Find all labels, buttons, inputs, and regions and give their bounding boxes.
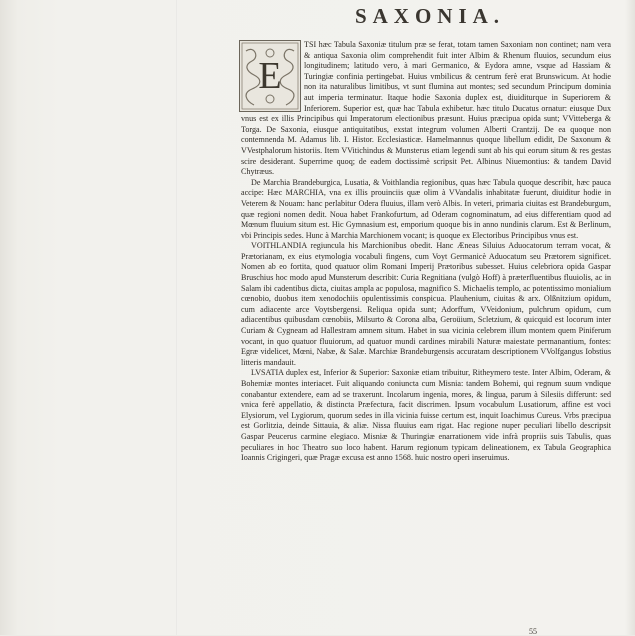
paragraph-voithlandia: VOITHLANDIA regiuncula his Marchionibus obedit. Hanc Æneas Siluius Aduocatorum terram vocat, & Prætorianam, ex eius etymologia vocabuli fingens, cum Voyt Germanicè Aduocatum seu Prætorem significet. Nomen ab eo fortita, quod quatuor olim Romani Imperij Prætoribus subesset. Huius celebriora opida Gaspar Bruschius hoc modo apud Munsterum describit: Curia Regnitiana (vulgò Hoff) à præterfluentibus fluuiolis, ac in Salam ibi cadentibus dicta, ciuitas ampla ac populosa, magnifico S. Michaelis templo, ac potentissimo monialium cœnobio, duobus item xenodochiis opulentissimis conspicua. Plauhenium, ciuitas & arx. Olßnitzium opidum, cum adiacente arce Voytsbergensi. Reliqua opida sunt; Adorffum, VVeidonium, pulchrum opidum, cum adiacentibus quibusdam cœnobiis, Milsurto & Corona alba, Geroüium, Scletzium, & quicquid est locorum inter Curiam & Cygneam ad Hallestram amnem situm. Habet in sua vicinia celebrem illum montem quem Piniferum vocant, in quo quatuor fluuiorum, ad quatuor mundi cardines mirabili Naturæ maiestate permanantium, fontes: Egræ videlicet, Mœni, Nabæ, & Salæ. Marchiæ Brandeburgensis accuratam descriptionem VVolfgangus Iobstius litteris mandauit.	[241, 241, 611, 367]
paragraph-saxonia: TSI hæc Tabula Saxoniæ titulum præ se ferat, totam tamen Saxoniam non continet; nam vera & antiqua Saxonia olim comprehendit fuit inter Albim & Rhenum fluuios, secundum eius longitudinem; latitudo vero, à mari Germanico, & Eydora amne, vsque ad Hassiam & Turingiæ confinia pertingebat. Huius vmbilicus & centrum ferè erat Brunswicum. At hodie non ita naturalibus limitibus, vt sunt flumina aut montes; sed secundum Principum dominia aut imperia terminatur. Itaque hodie Saxonia duplex est, diuiditurque in Superiorem & Inferiorem. Superior est, quæ hac Tabula exhibetur. hæc titulo Ducatus ornatur: eiusque Dux vnus est ex illis Principibus qui Imperatorum electionibus præsunt. Huius præcipua opida sunt; VVitteberga & Torga. De Saxonia, eiusque antiquitatibus, exstat integrum volumen Alberti Crantzij. De ea quoque non contemnenda M. Adamus lib. I. Histor. Ecclesiasticæ. Hamelmannus quoque libellum edidit, De Saxonum & VVestphalorum historiis. Item VVitichindus & Munsterus etiam legendi sunt ab his qui eorum situm & res gestas scire desiderant. Superrime quoq; de eadem doctissimè scripsit Pet. Albinus Niuemontius: & tandem David Chytræus.	[241, 40, 611, 177]
page-title: SAXONIA.	[354, 4, 506, 28]
paragraph-lusatia: LVSATIA duplex est, Inferior & Superior: Saxoniæ etiam tribuitur, Ritheymero teste. Inter Albim, Oderam, & Bohemiæ montes interiacet. Fuit aliquando coniuncta cum Misnia: tandem Bohemi, qui regnum suum vndique conabantur extendere, eam ad se traxerunt. Incolarum ingenia, mores, & lingua, parum à Silesiis differunt: sed vnica ferè appellatio, & distincta Præfectura, facit discrimen. Ipsum vocabulum Lusatiorum, affine est voci Elysiorum, vel Lygiorum, quorum sedes in illa vicinia fuisse certum est, inquit Ioachimus Cureus. Vrbs præcipua est Gorlitzia, deinde Sittauia, & aliæ. Nissa fluuius eam rigat. Hac regione nuper peculiari libello descripsit Gaspar Peucerus carmine elegiaco. Misniæ & Thuringiæ enarrationem vide infrà propriis suis Tabulis, quas peculiares in hoc Theatro suo loco habent. Harum regionum typicam delineationem, ex Tabula Geographica Ioannis Crigingeri, quæ Pragæ excusa est anno 1568. huic nostro operi inseruimus.	[241, 368, 611, 463]
page-number: 55	[529, 627, 537, 636]
page-edge	[625, 0, 635, 635]
page-fold	[176, 0, 178, 635]
paragraph-marchia: De Marchia Brandeburgica, Lusatia, & Voithlandia regionibus, quas hæc Tabula quoque describit, hæc pauca accipe: Hæc MARCHIA, vna ex illis prouinciis quæ olim à VVandalis inhabitatæ fuerunt, diuiditur hodie in Veterem & Nouam: hanc perlabitur Odera fluuius, illam verò Albis. In veteri, primaria ciuitas est Brandeburgum, quæ regioni nomen dedit. Noua habet Frankofurtum, ad Oderam cognominatum, ad eius differentiam quod ad Mœnum fluuium situm est. Hic Gymnasium est, emporium quoque bis in anno nundinis clarum. Est & Berlinum, vbi Principis sedes. Hunc à Marchia Marchionem vocant; is quoque ex Electoribus Principibus vnus est.	[241, 177, 611, 240]
body-text	[241, 40, 611, 464]
initial-letter: E	[258, 55, 282, 97]
